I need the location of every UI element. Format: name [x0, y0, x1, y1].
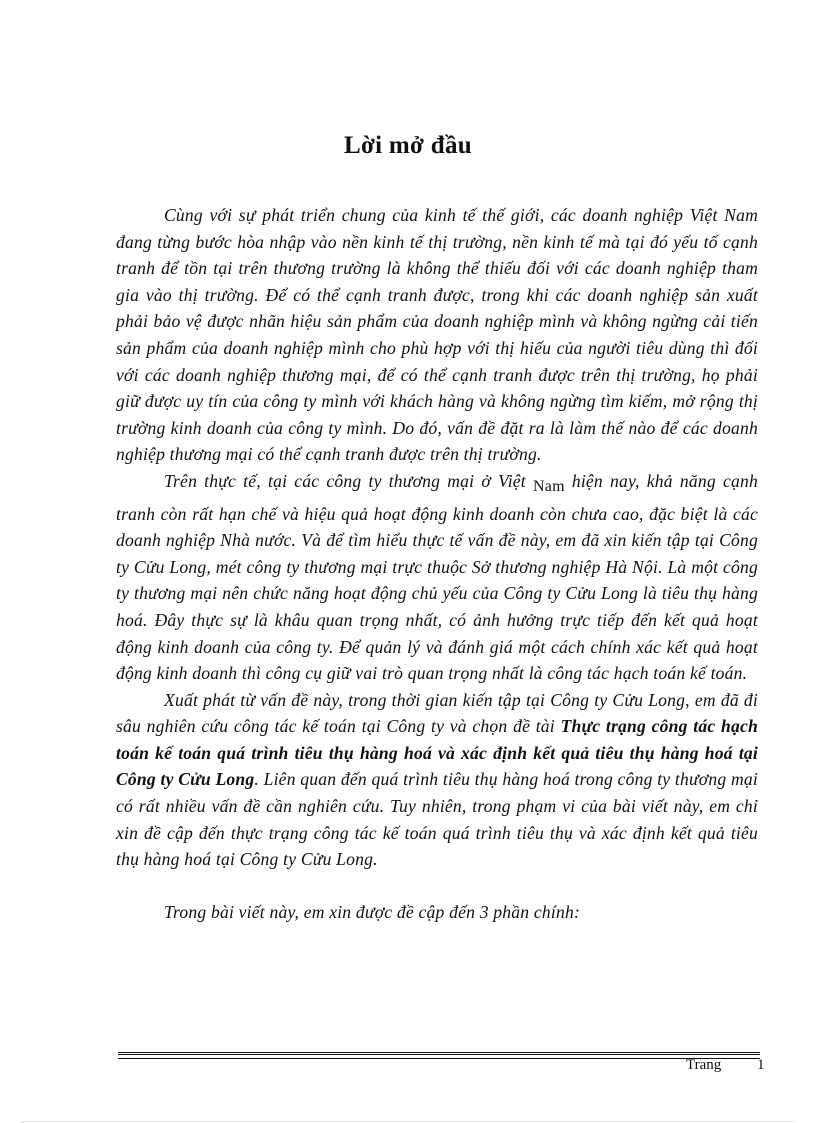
document-body: [116, 202, 758, 925]
paragraph-topic-title: Thực trạng công tác hạch toán kế toán quá trình tiêu thụ hàng hoá và xác định kết quả tiêu thụ hàng hoá tại Công ty Cửu Long: [116, 716, 758, 790]
page-bottom-edge: [22, 1121, 794, 1122]
footer-divider-thin: [118, 1058, 760, 1059]
paragraph-context-rest: hiện nay, khả năng cạnh tranh còn rất hạn chế và hiệu quả hoạt động kinh doanh còn chưa cao, đặc biệt là các doanh nghiệp Nhà nước. Và để tìm hiểu thực tế vấn đề này, em đã xin kiến tập tại Công ty Cửu Long, mét công ty thương mại trực thuộc Sở thương nghiệp Hà Nội. Là một công ty thương mại nên chức năng hoạt động chủ yếu của Công ty Cửu Long là tiêu thụ hàng hoá. Đây thực sự là khâu quan trọng nhất, có ảnh hưởng trực tiếp đến kết quả hoạt động kinh doanh của công ty. Để quản lý và đánh giá một cách chính xác kết quả hoạt động kinh doanh thì công cụ giữ vai trò quan trọng nhất là công tác hạch toán kế toán.: [116, 470, 758, 684]
paragraph-topic: [116, 687, 758, 873]
paragraph-intro: Cùng với sự phát triển chung của kinh tế thế giới, các doanh nghiệp Việt Nam đang từng bước hòa nhập vào nền kinh tế thị trường, nền kinh tế mà tại đó yếu tố cạnh tranh để tồn tại trên thương trường là không thể thiếu đối với các doanh nghiệp tham gia vào thị trường. Để có thể cạnh tranh được, trong khi các doanh nghiệp sản xuất phải bảo vệ được nhãn hiệu sản phẩm của doanh nghiệp mình và không ngừng cải tiến sản phẩm của doanh nghiệp mình cho phù hợp với thị hiếu của người tiêu dùng thì đối với các doanh nghiệp thương mại, để có thể cạnh tranh được trên thị trường, họ phải giữ được uy tín của công ty mình với khách hàng và không ngừng tìm kiếm, mở rộng thị trường kinh doanh của công ty mình. Do đó, vấn đề đặt ra là làm thế nào để các doanh nghiệp thương mại có thể cạnh tranh được trên thị trường.: [116, 205, 758, 465]
footer-page-number: 1: [757, 1057, 765, 1073]
footer-page-label: Trang: [686, 1057, 722, 1073]
paragraph-context: [116, 468, 758, 687]
paragraph-topic-rest: . Liên quan đến quá trình tiêu thụ hàng hoá trong công ty thương mại có rất nhiều vấn đề cần nghiên cứu. Tuy nhiên, trong phạm vi của bài viết này, em chỉ xin đề cập đến thực trạng công tác kế toán quá trình tiêu thụ và xác định kết quả tiêu thụ hàng hoá tại Công ty Cửu Long.: [116, 769, 758, 870]
paragraph-topic-start: Xuất phát từ vấn đề này, trong thời gian kiến tập tại Công ty Cửu Long, em đã đi sâu nghiên cứu công tác kế toán tại Công ty và chọn đề tài: [116, 689, 758, 737]
document-title: Lời mở đầu: [344, 132, 472, 159]
paragraph-context-nam: Nam: [533, 477, 565, 495]
footer-divider: [118, 1052, 760, 1055]
paragraph-outline: Trong bài viết này, em xin được đề cập đến 3 phần chính:: [164, 901, 581, 922]
paragraph-context-start: Trên thực tế, tại các công ty thương mại ở Việt: [164, 470, 526, 491]
